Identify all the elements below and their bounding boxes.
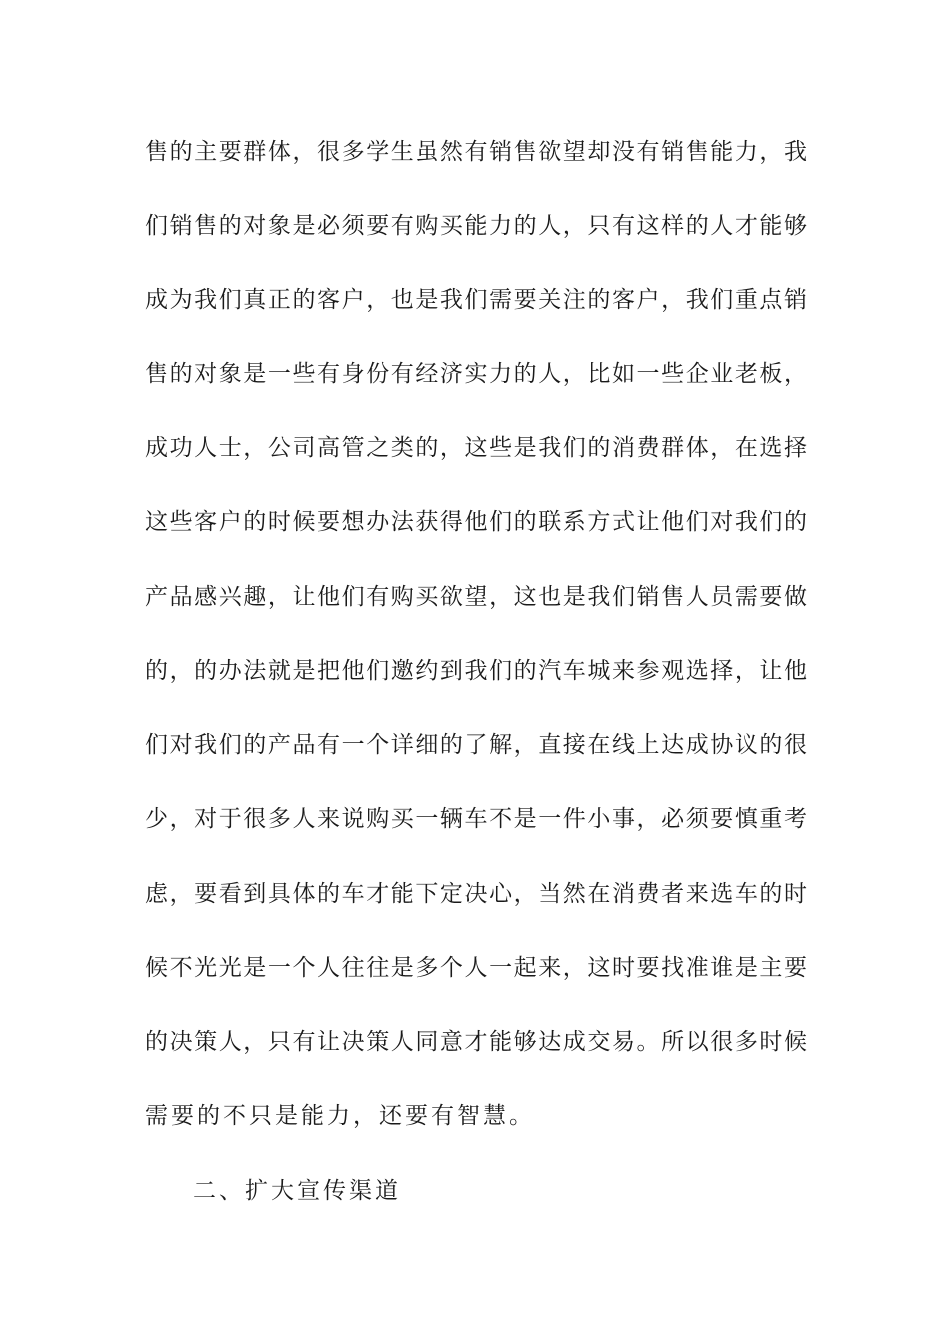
paragraph-line-10: 少，对于很多人来说购买一辆车不是一件小事，必须要慎重考 <box>145 806 807 832</box>
paragraph-line-3: 成为我们真正的客户，也是我们需要关注的客户，我们重点销 <box>145 287 807 313</box>
paragraph-line-1: 售的主要群体，很多学生虽然有销售欲望却没有销售能力，我 <box>145 139 807 165</box>
section-heading: 二、扩大宣传渠道 <box>193 1178 401 1204</box>
paragraph-line-9: 们对我们的产品有一个详细的了解，直接在线上达成协议的很 <box>145 732 807 758</box>
paragraph-line-14: 需要的不只是能力，还要有智慧。 <box>145 1103 535 1129</box>
paragraph-line-2: 们销售的对象是必须要有购买能力的人，只有这样的人才能够 <box>145 213 807 239</box>
paragraph-line-6: 这些客户的时候要想办法获得他们的联系方式让他们对我们的 <box>145 509 807 535</box>
paragraph-line-12: 候不光光是一个人往往是多个人一起来，这时要找准谁是主要 <box>145 955 807 981</box>
paragraph-line-5: 成功人士，公司高管之类的，这些是我们的消费群体，在选择 <box>145 435 807 461</box>
paragraph-line-13: 的决策人，只有让决策人同意才能够达成交易。所以很多时候 <box>145 1029 807 1055</box>
paragraph-line-7: 产品感兴趣，让他们有购买欲望，这也是我们销售人员需要做 <box>145 584 807 610</box>
paragraph-line-11: 虑，要看到具体的车才能下定决心，当然在消费者来选车的时 <box>145 881 807 907</box>
paragraph-line-4: 售的对象是一些有身份有经济实力的人，比如一些企业老板， <box>145 361 807 387</box>
paragraph-line-8: 的，的办法就是把他们邀约到我们的汽车城来参观选择，让他 <box>145 658 807 684</box>
